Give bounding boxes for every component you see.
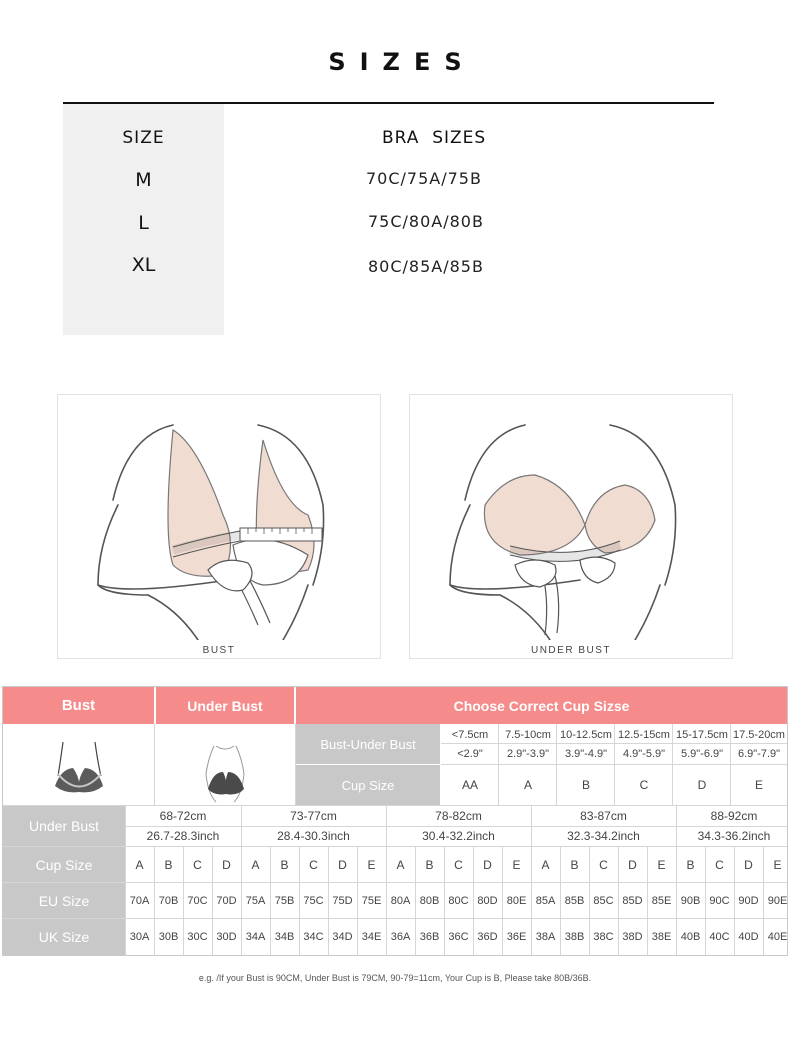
size-example-footnote: e.g. /If your Bust is 90CM, Under Bust is 79CM, 90-79=11cm, Your Cup is B, Please take 80B/36B.: [198, 973, 592, 983]
uk-size-cell: 30C: [187, 931, 208, 943]
uk-size-cell: 38E: [651, 931, 672, 943]
grid-line: [560, 847, 561, 955]
cup-letter-cell: B: [280, 857, 289, 872]
eu-size-cell: 75D: [332, 894, 353, 907]
cup-letter-cell: B: [164, 857, 173, 872]
grid-line: [444, 847, 445, 955]
grid-line: [672, 724, 673, 805]
cup-letter-cell: A: [541, 857, 550, 872]
cup-letter-cell: D: [338, 857, 347, 872]
grid-line: [734, 847, 735, 955]
bra-cell-l: 75C/80A/80B: [368, 212, 484, 231]
grid-line: [270, 847, 271, 955]
grid-line: [502, 847, 503, 955]
cup-letter-cell: C: [599, 857, 608, 872]
under-bust-cm-cell: 78-82cm: [435, 809, 482, 823]
grid-line: [763, 847, 764, 955]
uk-size-cell: 38B: [564, 931, 585, 943]
cup-size-top-cell: B: [581, 778, 590, 792]
grid-line: [531, 847, 532, 955]
eu-size-cell: 75A: [245, 894, 266, 907]
grid-line: [473, 847, 474, 955]
eu-size-cell: 80A: [390, 894, 411, 907]
bra-cell-xl: 80C/85A/85B: [368, 257, 484, 276]
uk-size-cell: 34E: [361, 931, 382, 943]
diff-cm-cell: 12.5-15cm: [618, 728, 670, 741]
uk-size-cell: 38A: [535, 931, 556, 943]
cup-letter-cell: E: [367, 857, 376, 872]
uk-size-cell: 40B: [680, 931, 701, 943]
under-bust-measure-illustration: [410, 395, 732, 640]
eu-size-cell: 75E: [361, 894, 382, 907]
mannequin-bra-icon: [156, 724, 294, 805]
grid-line: [299, 847, 300, 955]
size-cell-xl: XL: [131, 254, 156, 276]
grid-line: [386, 847, 387, 955]
choose-cup-header: Choose Correct Cup Sizse: [296, 687, 787, 724]
cup-letter-cell: D: [483, 857, 492, 872]
grid-line: [589, 847, 590, 955]
grid-line: [212, 847, 213, 955]
diff-inch-cell: 5.9"-6.9": [680, 748, 724, 760]
eu-size-cell: 85C: [593, 894, 614, 907]
eu-size-cell: 70C: [187, 894, 208, 907]
grid-line: [241, 847, 242, 955]
cup-size-top-label: Cup Size: [296, 765, 440, 805]
grid-line: [125, 806, 126, 955]
grid-line: [3, 846, 787, 847]
uk-size-cell: 36A: [390, 931, 411, 943]
bust-header: Bust: [3, 687, 154, 724]
uk-size-cell: 40C: [709, 931, 730, 943]
diff-cm-cell: 10-12.5cm: [560, 728, 612, 741]
cup-letter-cell: A: [135, 857, 144, 872]
cup-size-top-cell: AA: [461, 778, 478, 792]
cup-letter-cell: E: [657, 857, 666, 872]
under-bust-inch-cell: 26.7-28.3inch: [146, 829, 220, 843]
cup-letter-cell: B: [425, 857, 434, 872]
cup-size-top-cell: C: [639, 778, 649, 792]
cup-size-row-label: Cup Size: [3, 847, 125, 882]
uk-size-cell: 30D: [216, 931, 237, 943]
cup-letter-cell: B: [570, 857, 579, 872]
under-bust-cm-cell: 88-92cm: [710, 809, 758, 823]
eu-size-cell: 90C: [709, 894, 730, 907]
under-bust-cm-cell: 73-77cm: [290, 809, 337, 823]
cup-letter-cell: A: [251, 857, 260, 872]
bra-cell-m: 70C/75A/75B: [366, 169, 482, 188]
grid-line: [556, 724, 557, 805]
cup-letter-cell: C: [454, 857, 463, 872]
uk-size-cell: 36C: [448, 931, 469, 943]
eu-size-cell: 90B: [680, 894, 701, 907]
under-bust-inch-cell: 30.4-32.2inch: [422, 829, 495, 843]
eu-size-cell: 70D: [216, 894, 237, 907]
eu-size-cell: 85A: [535, 894, 556, 907]
uk-size-cell: 30A: [129, 931, 150, 943]
uk-size-cell: 36B: [419, 931, 440, 943]
eu-size-cell: 75C: [303, 894, 324, 907]
eu-size-cell: 70A: [129, 894, 150, 907]
cup-letter-cell: D: [628, 857, 637, 872]
eu-size-cell: 90D: [738, 894, 759, 907]
under-bust-inch-cell: 28.4-30.3inch: [277, 829, 350, 843]
under-bust-illustration-panel: [409, 394, 733, 659]
uk-size-cell: 34C: [303, 931, 324, 943]
bra-icon: [3, 724, 154, 805]
size-column-header: SIZE: [122, 128, 165, 148]
diff-inch-cell: 4.9"-5.9": [622, 748, 666, 760]
uk-size-cell: 38C: [593, 931, 614, 943]
grid-line: [183, 847, 184, 955]
cup-letter-cell: C: [715, 857, 724, 872]
diff-inch-cell: 6.9"-7.9": [737, 748, 781, 760]
uk-size-cell: 30B: [158, 931, 179, 943]
cup-size-top-cell: E: [754, 778, 763, 792]
grid-line: [328, 847, 329, 955]
bust-caption: BUST: [202, 645, 236, 656]
cup-size-top-cell: D: [697, 778, 707, 792]
uk-size-cell: 36E: [506, 931, 527, 943]
grid-line: [154, 847, 155, 955]
under-bust-inch-cell: 34.3-36.2inch: [697, 829, 771, 843]
eu-size-row-label: EU Size: [3, 883, 125, 918]
grid-line: [730, 724, 731, 805]
diff-inch-cell: <2.9": [457, 748, 483, 760]
diff-cm-cell: 17.5-20cm: [733, 728, 785, 741]
eu-size-cell: 75B: [274, 894, 295, 907]
cup-letter-cell: E: [773, 857, 782, 872]
grid-line: [3, 918, 787, 919]
under-bust-caption: UNDER BUST: [530, 645, 611, 656]
bust-mini-illustration: [3, 724, 154, 805]
eu-size-cell: 90E: [767, 894, 788, 907]
grid-line: [154, 724, 155, 805]
grid-line: [3, 882, 787, 883]
eu-size-cell: 85B: [564, 894, 585, 907]
cup-letter-cell: D: [222, 857, 231, 872]
cup-letter-cell: E: [512, 857, 521, 872]
cup-letter-cell: C: [309, 857, 318, 872]
page-title: SIZES: [328, 48, 476, 76]
grid-line: [125, 826, 787, 827]
under-bust-cm-cell: 68-72cm: [159, 809, 207, 823]
grid-line: [614, 724, 615, 805]
grid-line: [415, 847, 416, 955]
grid-line: [618, 847, 619, 955]
cup-letter-cell: A: [396, 857, 405, 872]
bust-illustration-panel: [57, 394, 381, 659]
under-bust-inch-cell: 32.3-34.2inch: [567, 829, 640, 843]
uk-size-cell: 36D: [477, 931, 498, 943]
grid-line: [498, 724, 499, 805]
eu-size-cell: 80E: [506, 894, 527, 907]
eu-size-cell: 80D: [477, 894, 498, 907]
grid-line: [295, 724, 296, 805]
size-cell-l: L: [138, 212, 149, 234]
uk-size-cell: 34B: [274, 931, 295, 943]
diff-cm-cell: 7.5-10cm: [505, 728, 551, 741]
under-bust-row-label: Under Bust: [3, 806, 125, 846]
under-bust-mini-illustration: [156, 724, 294, 805]
diff-inch-cell: 2.9"-3.9": [506, 748, 550, 760]
eu-size-cell: 85E: [651, 894, 672, 907]
bust-measure-illustration: [58, 395, 380, 640]
uk-size-cell: 34A: [245, 931, 266, 943]
diff-inch-cell: 3.9"-4.9": [564, 748, 608, 760]
cup-letter-cell: D: [744, 857, 753, 872]
size-cell-m: M: [135, 169, 152, 191]
under-bust-cm-cell: 83-87cm: [580, 809, 627, 823]
eu-size-cell: 70B: [158, 894, 179, 907]
under-bust-header: Under Bust: [156, 687, 294, 724]
eu-size-cell: 85D: [622, 894, 643, 907]
grid-line: [647, 847, 648, 955]
grid-line: [357, 847, 358, 955]
bust-minus-under-bust-label: Bust-Under Bust: [296, 724, 440, 764]
bra-sizes-column-header: BRA SIZES: [382, 128, 487, 148]
uk-size-cell: 40D: [738, 931, 759, 943]
diff-cm-cell: <7.5cm: [451, 728, 489, 741]
diff-cm-cell: 15-17.5cm: [676, 728, 728, 741]
cup-size-top-cell: A: [523, 778, 532, 792]
uk-size-cell: 40E: [767, 931, 788, 943]
eu-size-cell: 80C: [448, 894, 469, 907]
cup-letter-cell: B: [686, 857, 695, 872]
uk-size-row-label: UK Size: [3, 919, 125, 955]
uk-size-cell: 34D: [332, 931, 353, 943]
eu-size-cell: 80B: [419, 894, 440, 907]
grid-line: [705, 847, 706, 955]
uk-size-cell: 38D: [622, 931, 643, 943]
cup-letter-cell: C: [193, 857, 202, 872]
grid-line: [676, 847, 677, 955]
